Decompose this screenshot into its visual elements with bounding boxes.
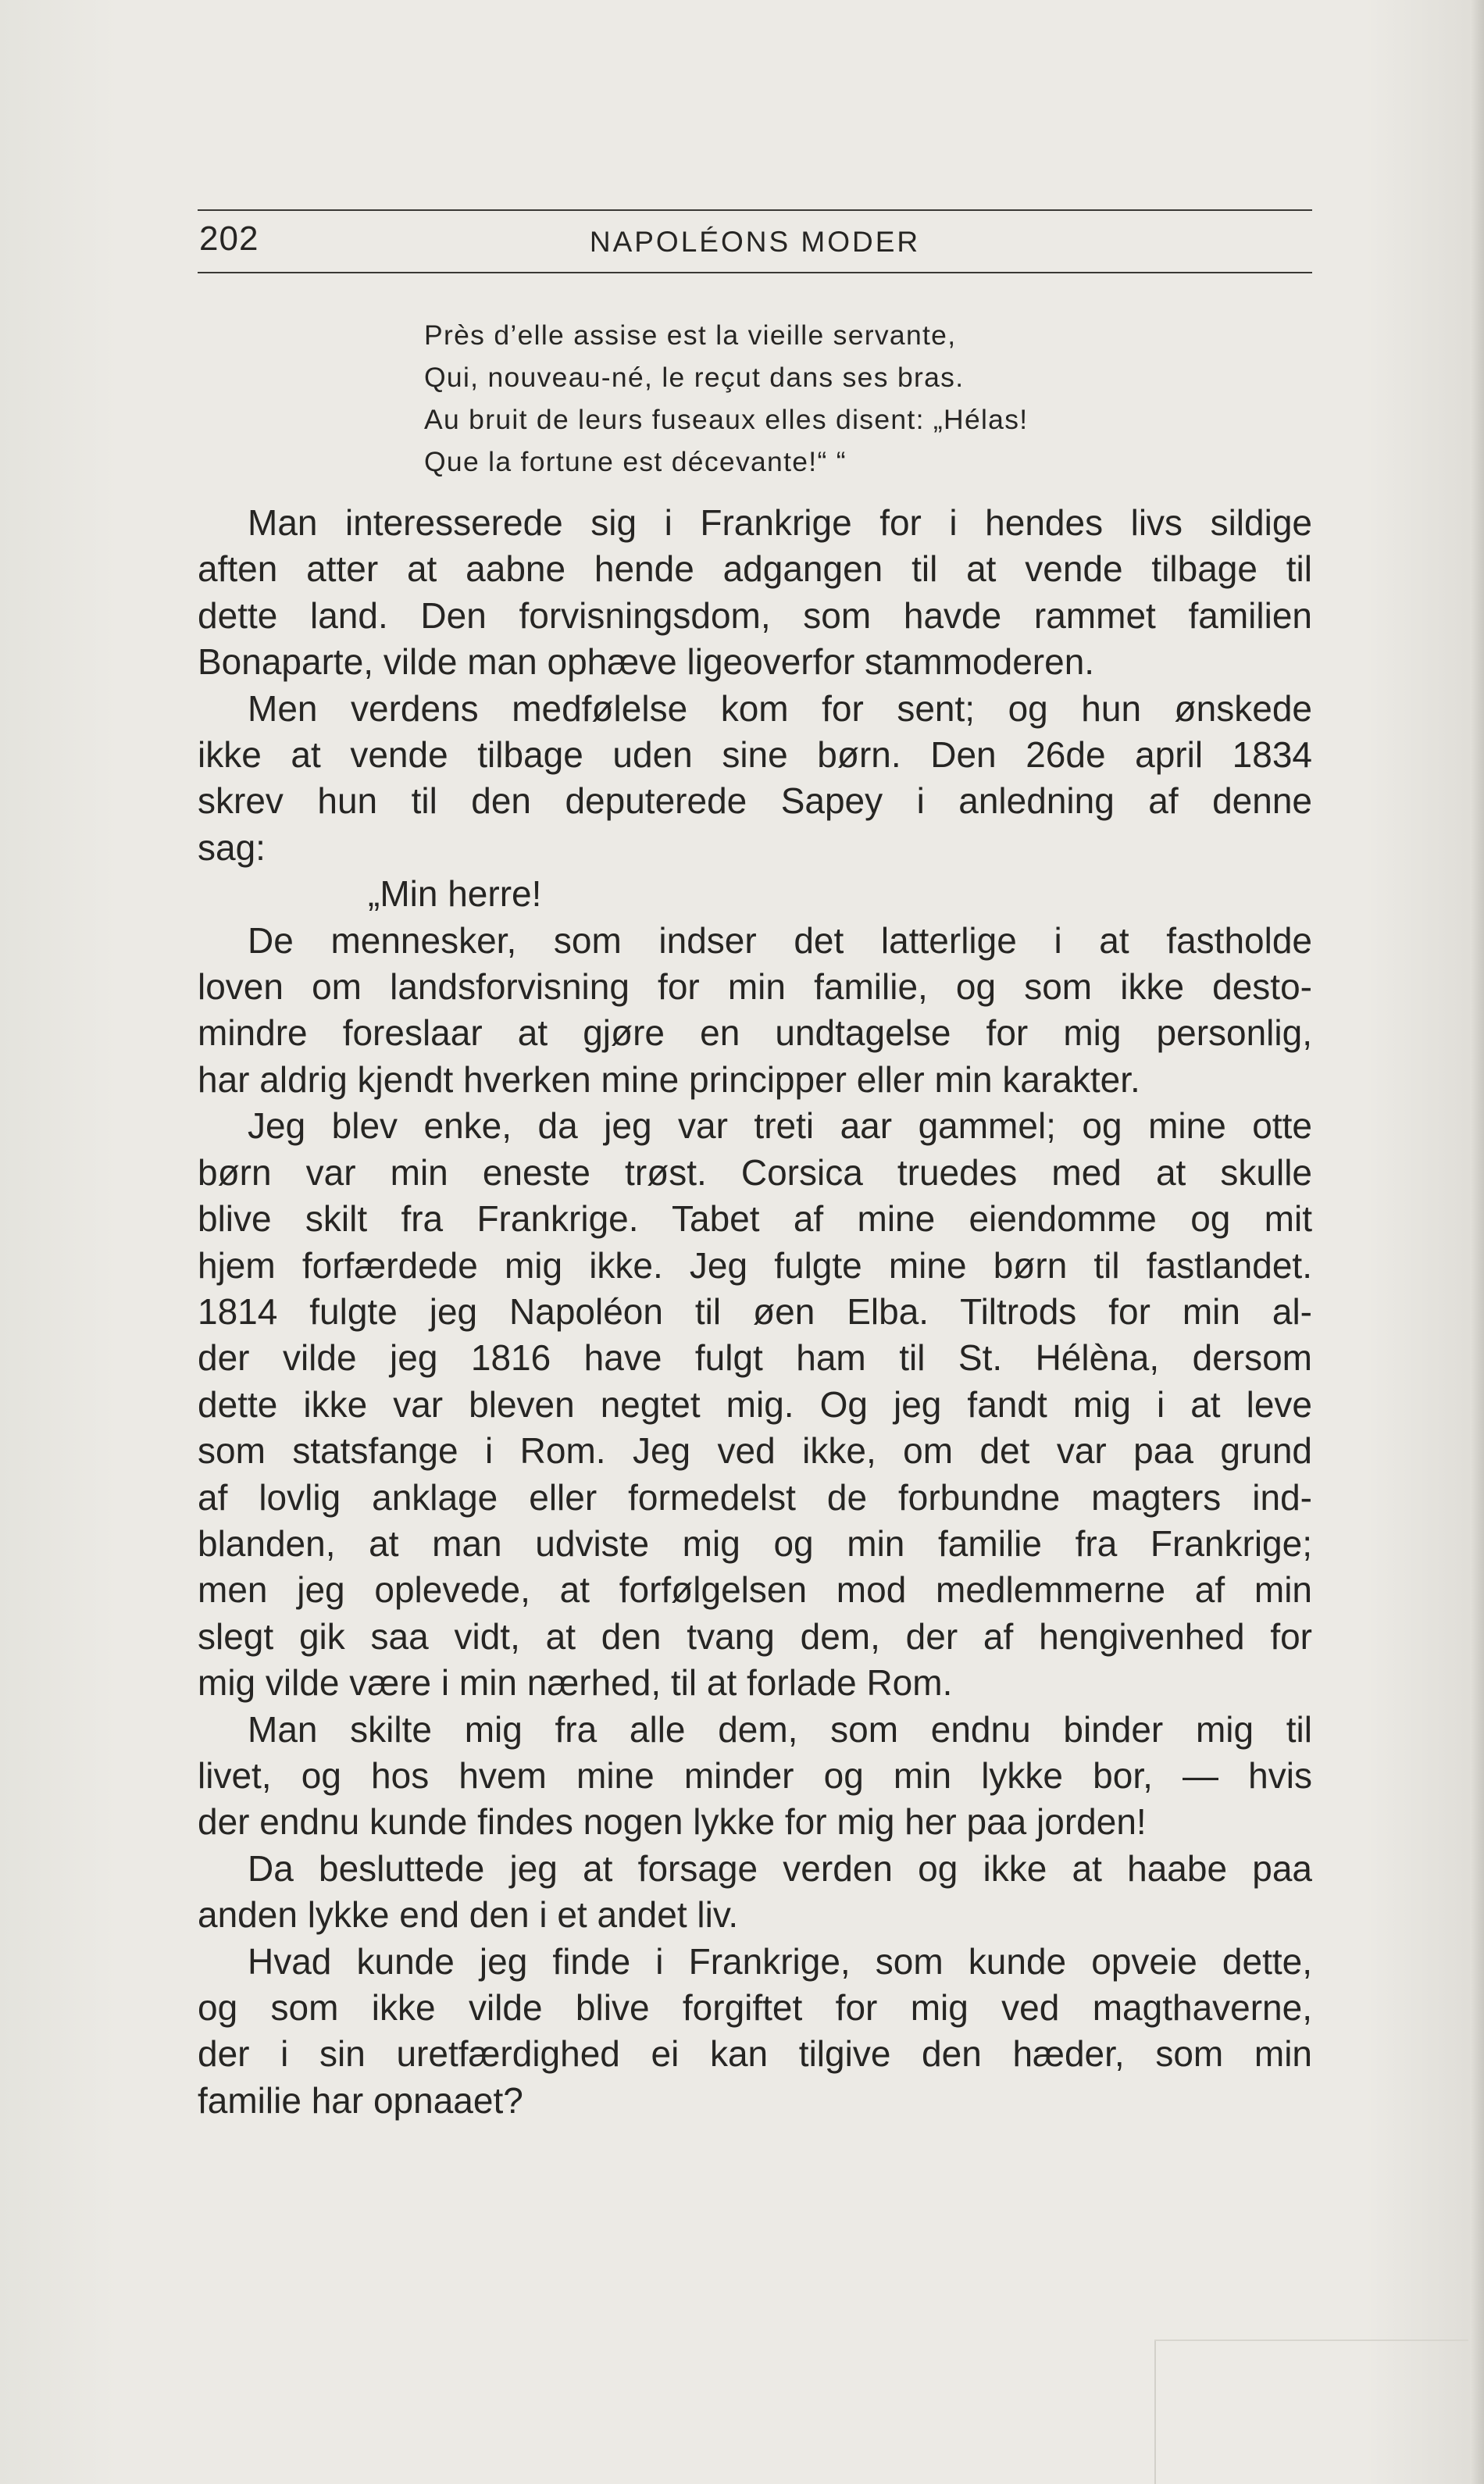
page-number: 202 bbox=[199, 219, 259, 258]
letter-salutation: „Min herre! bbox=[368, 873, 542, 915]
text-line: anden lykke end den i et andet liv. bbox=[198, 1894, 739, 1936]
text-line: sag: bbox=[198, 826, 266, 868]
verse-line: Au bruit de leurs fuseaux elles disent: „Hélas! bbox=[424, 404, 1029, 435]
text-line: skrev hun til den deputerede Sapey i anledning af denne bbox=[198, 780, 1312, 822]
verse-line: Que la fortune est décevante!“ “ bbox=[424, 446, 847, 477]
text-line: blanden, at man udviste mig og min familie fra Frankrige; bbox=[198, 1522, 1312, 1564]
text-line: dette land. Den forvisningsdom, som havde rammet familien bbox=[198, 594, 1312, 636]
body-text bbox=[198, 500, 1312, 2124]
text-line: Da besluttede jeg at forsage verden og ikke at haabe paa bbox=[248, 1847, 1312, 1889]
text-line: Jeg blev enke, da jeg var treti aar gammel; og mine otte bbox=[248, 1105, 1312, 1147]
text-line: der i sin uretfærdighed ei kan tilgive den hæder, som min bbox=[198, 2033, 1312, 2075]
text-line: har aldrig kjendt hverken mine principper eller min karakter. bbox=[198, 1058, 1140, 1100]
text-line: mig vilde være i min nærhed, til at forlade Rom. bbox=[198, 1662, 953, 1704]
running-title: NAPOLÉONS MODER bbox=[589, 226, 921, 258]
text-line: livet, og hos hvem mine minder og min lykke bor, — hvis bbox=[198, 1754, 1312, 1796]
text-line: De mennesker, som indser det latterlige i at fastholde bbox=[248, 919, 1312, 961]
text-line: Hvad kunde jeg finde i Frankrige, som kunde opveie dette, bbox=[248, 1940, 1312, 1982]
page-edge bbox=[1470, 0, 1484, 2484]
text-line: som statsfange i Rom. Jeg ved ikke, om det var paa grund bbox=[198, 1430, 1312, 1472]
text-line: Bonaparte, vilde man ophæve ligeoverfor stammoderen. bbox=[198, 641, 1095, 683]
text-line: slegt gik saa vidt, at den tvang dem, der af hengivenhed for bbox=[198, 1615, 1312, 1657]
text-line: 1814 fulgte jeg Napoléon til øen Elba. Tiltrods for min al- bbox=[198, 1290, 1312, 1332]
verse-quote bbox=[424, 314, 1283, 483]
text-line: loven om landsforvisning for min familie, og som ikke desto- bbox=[198, 966, 1312, 1008]
text-line: familie har opnaaet? bbox=[198, 2079, 523, 2121]
text-line: der vilde jeg 1816 have fulgt ham til St. Hélèna, dersom bbox=[198, 1337, 1312, 1379]
text-line: Man skilte mig fra alle dem, som endnu binder mig til bbox=[248, 1708, 1312, 1750]
text-line: mindre foreslaar at gjøre en undtagelse for mig personlig, bbox=[198, 1012, 1312, 1054]
text-line: og som ikke vilde blive forgiftet for mig ved magthaverne, bbox=[198, 1987, 1312, 2028]
running-header bbox=[198, 209, 1312, 273]
text-line: af lovlig anklage eller formedelst de forbundne magters ind- bbox=[198, 1476, 1312, 1518]
text-line: der endnu kunde findes nogen lykke for mig her paa jorden! bbox=[198, 1801, 1147, 1843]
text-line: dette ikke var bleven negtet mig. Og jeg fandt mig i at leve bbox=[198, 1383, 1312, 1425]
text-line: men jeg oplevede, at forfølgelsen mod medlemmerne af min bbox=[198, 1569, 1312, 1611]
text-line: børn var min eneste trøst. Corsica truedes med at skulle bbox=[198, 1151, 1312, 1193]
text-line: aften atter at aabne hende adgangen til at vende tilbage til bbox=[198, 548, 1312, 590]
text-line: Man interesserede sig i Frankrige for i hendes livs sildige bbox=[248, 502, 1312, 543]
verse-line: Près d’elle assise est la vieille servante, bbox=[424, 319, 957, 351]
text-line: hjem forfærdede mig ikke. Jeg fulgte mine børn til fastlandet. bbox=[198, 1244, 1312, 1286]
verse-line: Qui, nouveau-né, le reçut dans ses bras. bbox=[424, 362, 965, 393]
scan-artifact bbox=[1154, 2339, 1468, 2341]
scan-artifact bbox=[1154, 2339, 1156, 2484]
text-line: ikke at vende tilbage uden sine børn. Den 26de april 1834 bbox=[198, 734, 1312, 776]
text-line: Men verdens medfølelse kom for sent; og hun ønskede bbox=[248, 687, 1312, 729]
text-line: blive skilt fra Frankrige. Tabet af mine eiendomme og mit bbox=[198, 1198, 1312, 1240]
